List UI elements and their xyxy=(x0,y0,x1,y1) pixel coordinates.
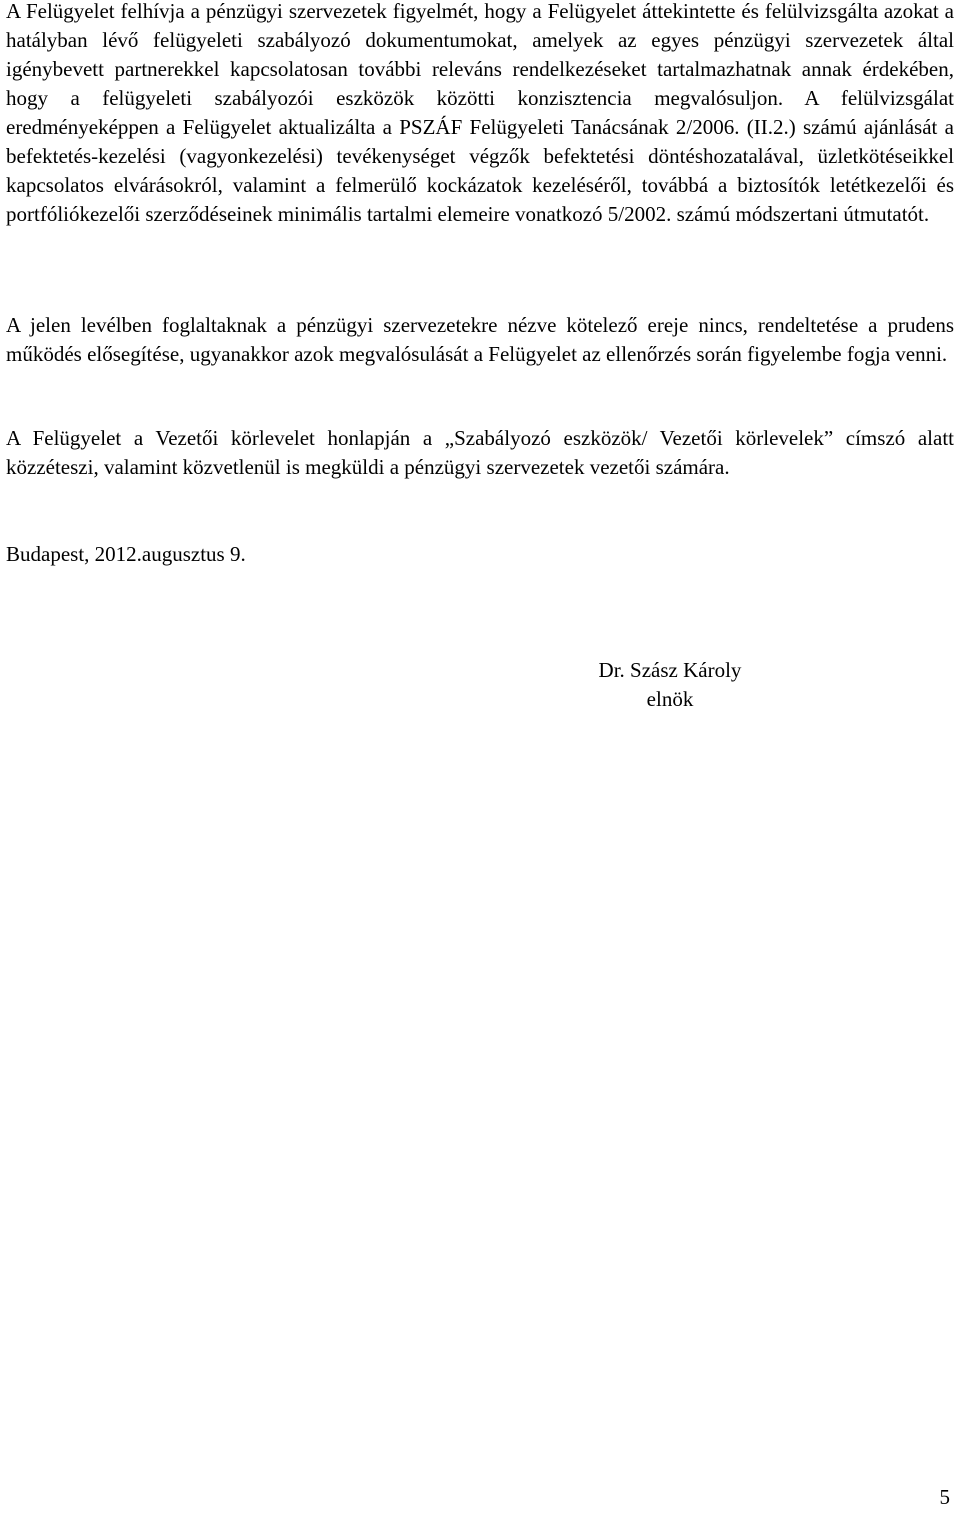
document-page xyxy=(6,0,954,1513)
signature-block xyxy=(560,656,780,714)
paragraph-publication: A Felügyelet a Vezetői körlevelet honlapján a „Szabályozó eszközök/ Vezetői körlevelek” címszó alatt közzéteszi, valamint közvetlenül is megküldi a pénzügyi szervezetek vezetői számára. xyxy=(6,426,954,479)
paragraph-binding-force: A jelen levélben foglaltaknak a pénzügyi szervezetekre nézve kötelező ereje nincs, rendeltetése a prudens működés elősegítése, ugyanakkor azok megvalósulását a Felügyelet az ellenőrzés során figyelembe fogja venni. xyxy=(6,313,954,366)
signatory-name: Dr. Szász Károly xyxy=(598,658,742,682)
page-number: 5 xyxy=(939,1485,950,1509)
signatory-title: elnök xyxy=(646,687,694,711)
paragraph-intro: A Felügyelet felhívja a pénzügyi szervezetek figyelmét, hogy a Felügyelet áttekintette és felülvizsgálta azokat a hatályban lévő felügyeleti szabályozó dokumentumokat, amelyek az egyes pénzügyi szervezetek által igénybevett partnerekkel kapcsolatosan további releváns rendelkezéseket tartalmazhatnak annak érdekében, hogy a felügyeleti szabályozói eszközök közötti konzisztencia megvalósuljon. A felülvizsgálat eredményeképpen a Felügyelet aktualizálta a PSZÁF Felügyeleti Tanácsának 2/2006. (II.2.) számú ajánlását a befektetés-kezelési (vagyonkezelési) tevékenységet végzők befektetési döntéshozatalával, üzletkötéseikkel kapcsolatos elvárásokról, valamint a felmerülő kockázatok kezeléséről, továbbá a biztosítók letétkezelői és portfóliókezelői szerződéseinek minimális tartalmi elemeire vonatkozó 5/2002. számú módszertani útmutatót. xyxy=(6,0,954,226)
document-date: Budapest, 2012.augusztus 9. xyxy=(6,542,246,566)
